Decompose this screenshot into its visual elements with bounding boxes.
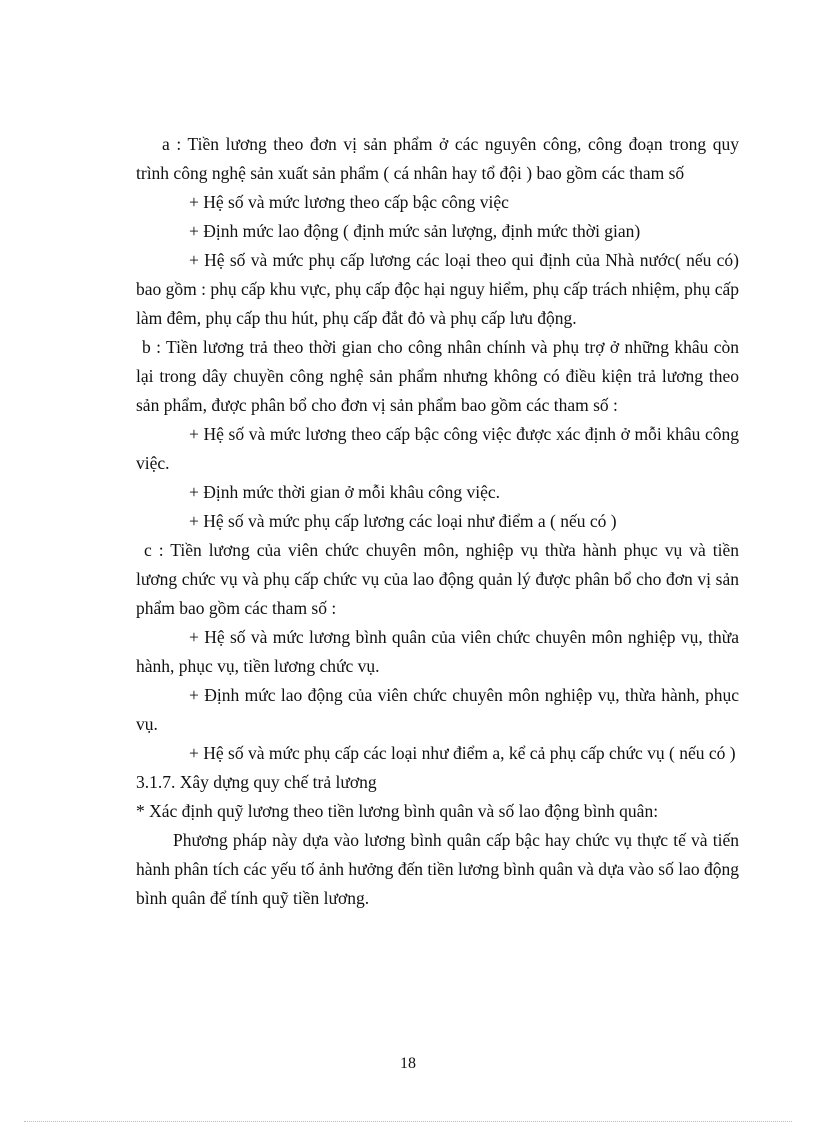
bullet-wage-coefficient: + Hệ số và mức lương theo cấp bậc công việc: [189, 192, 509, 212]
page-number: 18: [400, 1055, 416, 1072]
method-paragraph: Phương pháp này dựa vào lương bình quân cấp bậc hay chức vụ thực tế và tiến hành phân tích các yếu tố ảnh hưởng đến tiền lương bình quân và dựa vào số lao động bình quân để tính quỹ tiền lương.: [136, 830, 739, 908]
page-bottom-divider: [24, 1121, 792, 1122]
paragraph-item-b: b : Tiền lương trả theo thời gian cho công nhân chính và phụ trợ ở những khâu còn lại trong dây chuyền công nghệ sản phẩm nhưng không có điều kiện trả lương theo sản phẩm, được phân bổ cho đơn vị sản phẩm bao gồm các tham số :: [136, 337, 739, 415]
bullet-labor-norm: + Định mức lao động ( định mức sản lượng, định mức thời gian): [189, 221, 641, 241]
bullet-average-wage: + Hệ số và mức lương bình quân của viên chức chuyên môn nghiệp vụ, thừa hành, phục vụ, tiền lương chức vụ.: [136, 627, 739, 676]
page-body: [136, 130, 739, 913]
bullet-job-grade-wage: + Hệ số và mức lương theo cấp bậc công việc được xác định ở mỗi khâu công việc.: [136, 424, 739, 473]
paragraph-item-a: a : Tiền lương theo đơn vị sản phẩm ở các nguyên công, công đoạn trong quy trình công nghệ sản xuất sản phẩm ( cá nhân hay tổ đội ) bao gồm các tham số: [136, 134, 739, 183]
paragraph-item-c: c : Tiền lương của viên chức chuyên môn, nghiệp vụ thừa hành phục vụ và tiền lương chức vụ và phụ cấp chức vụ của lao động quản lý được phân bổ cho đơn vị sản phẩm bao gồm các tham số :: [136, 540, 739, 618]
section-heading: 3.1.7. Xây dựng quy chế trả lương: [136, 772, 377, 792]
bullet-allowance-as-a: + Hệ số và mức phụ cấp lương các loại như điểm a ( nếu có ): [189, 511, 617, 531]
bullet-allowance-coefficient: + Hệ số và mức phụ cấp lương các loại theo qui định của Nhà nước( nếu có) bao gồm : phụ cấp khu vực, phụ cấp độc hại nguy hiểm, phụ cấp trách nhiệm, phụ cấp làm đêm, phụ cấp thu hút, phụ cấp đắt đỏ và phụ cấp lưu động.: [136, 250, 739, 328]
bullet-time-norm: + Định mức thời gian ở mỗi khâu công việc.: [189, 482, 501, 502]
bullet-staff-labor-norm: + Định mức lao động của viên chức chuyên môn nghiệp vụ, thừa hành, phục vụ.: [136, 685, 739, 734]
bullet-position-allowance: + Hệ số và mức phụ cấp các loại như điểm a, kể cả phụ cấp chức vụ ( nếu có ): [189, 743, 736, 763]
subheading-wage-fund: * Xác định quỹ lương theo tiền lương bình quân và số lao động bình quân:: [136, 801, 659, 821]
